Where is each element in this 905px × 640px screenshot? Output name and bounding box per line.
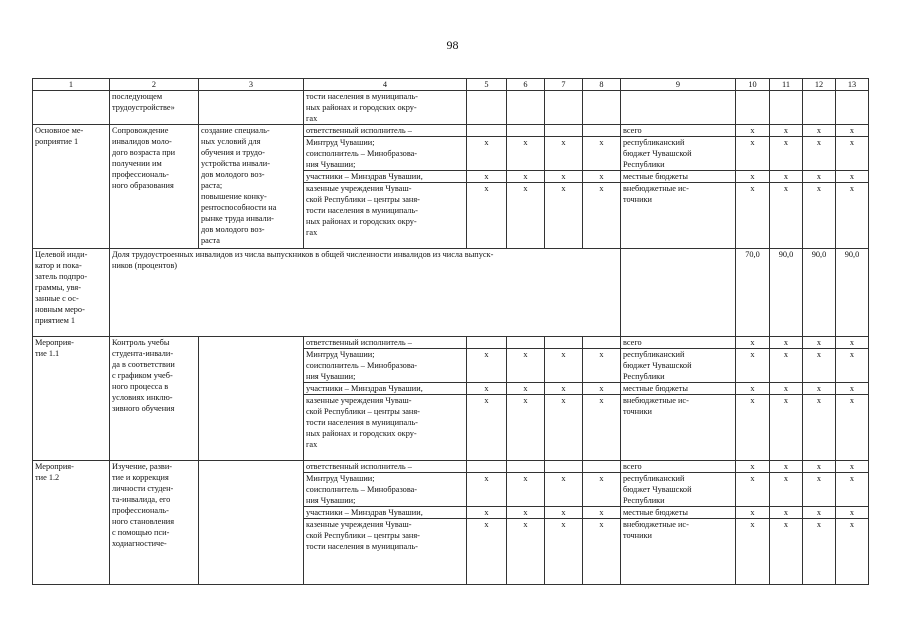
col-header: 8 bbox=[583, 79, 621, 91]
indicator-value: 70,0 bbox=[736, 249, 770, 337]
header-row bbox=[33, 79, 869, 91]
year-value: х bbox=[803, 125, 836, 137]
code-cell: х bbox=[583, 507, 621, 519]
code-cell: х bbox=[507, 183, 545, 249]
cell: последующем трудоустройстве» bbox=[110, 91, 199, 125]
year-value: х bbox=[770, 519, 803, 585]
page-number: 98 bbox=[446, 38, 459, 52]
year-value: х bbox=[803, 395, 836, 461]
code-cell: х bbox=[545, 183, 583, 249]
year-value: х bbox=[770, 171, 803, 183]
code-cell: х bbox=[467, 395, 507, 461]
year-value: х bbox=[736, 337, 770, 349]
funding-source: республиканский бюджет Чувашской Республики bbox=[621, 137, 736, 171]
col-header: 2 bbox=[110, 79, 199, 91]
code-cell: х bbox=[507, 395, 545, 461]
funding-source: всего bbox=[621, 337, 736, 349]
code-cell: х bbox=[467, 507, 507, 519]
code-cell bbox=[467, 461, 507, 473]
year-value: х bbox=[736, 349, 770, 383]
code-cell bbox=[545, 125, 583, 137]
year-value: х bbox=[736, 461, 770, 473]
indicator-value: 90,0 bbox=[770, 249, 803, 337]
measure-description: Изучение, разви- тие и коррекция личности студен- та-инвалида, его профессиональ- ного становления с помощью пси- ходиагностиче- bbox=[110, 461, 199, 585]
code-cell: х bbox=[467, 349, 507, 383]
funding-source: всего bbox=[621, 461, 736, 473]
code-cell: х bbox=[467, 137, 507, 171]
code-cell: х bbox=[507, 519, 545, 585]
year-value: х bbox=[836, 507, 869, 519]
code-cell: х bbox=[545, 171, 583, 183]
year-value: х bbox=[836, 337, 869, 349]
code-cell: х bbox=[583, 395, 621, 461]
funding-source: республиканский бюджет Чувашской Республики bbox=[621, 349, 736, 383]
executors: казенные учреждения Чуваш- ской Республики – центры заня- тости населения в муниципаль- ных районах и городских окру- гах bbox=[304, 183, 467, 249]
code-cell: х bbox=[507, 383, 545, 395]
cell bbox=[803, 91, 836, 125]
code-cell: х bbox=[507, 171, 545, 183]
code-cell: х bbox=[545, 137, 583, 171]
code-cell bbox=[467, 125, 507, 137]
funding-source: внебюджетные ис- точники bbox=[621, 395, 736, 461]
code-cell: х bbox=[583, 349, 621, 383]
year-value: х bbox=[803, 473, 836, 507]
indicator-text: Доля трудоустроенных инвалидов из числа выпускников в общей численности инвалидов из числа выпуск- ников (процентов) bbox=[110, 249, 621, 337]
executors: ответственный исполнитель – bbox=[304, 125, 467, 137]
code-cell bbox=[583, 461, 621, 473]
col-header: 10 bbox=[736, 79, 770, 91]
code-cell bbox=[583, 125, 621, 137]
executors: Минтруд Чувашии; соисполнитель – Минобразова- ния Чувашии; bbox=[304, 349, 467, 383]
code-cell: х bbox=[467, 519, 507, 585]
code-cell: х bbox=[583, 137, 621, 171]
code-cell bbox=[545, 461, 583, 473]
year-value: х bbox=[736, 171, 770, 183]
code-cell: х bbox=[583, 519, 621, 585]
measure-name: Мероприя- тие 1.1 bbox=[33, 337, 110, 461]
measure-description: Сопровождение инвалидов моло- дого возраста при получении им профессиональ- ного образования bbox=[110, 125, 199, 249]
cell: тости населения в муниципаль- ных районах и городских окру- гах bbox=[304, 91, 467, 125]
executors: казенные учреждения Чуваш- ской Республики – центры заня- тости населения в муниципаль- bbox=[304, 519, 467, 585]
col-header: 1 bbox=[33, 79, 110, 91]
year-value: х bbox=[836, 473, 869, 507]
executors: участники – Минздрав Чувашии, bbox=[304, 507, 467, 519]
code-cell: х bbox=[545, 383, 583, 395]
code-cell: х bbox=[467, 183, 507, 249]
code-cell: х bbox=[507, 137, 545, 171]
year-value: х bbox=[770, 137, 803, 171]
year-value: х bbox=[736, 519, 770, 585]
year-value: х bbox=[803, 519, 836, 585]
measure-row bbox=[33, 337, 869, 349]
executors: Минтруд Чувашии; соисполнитель – Минобразова- ния Чувашии; bbox=[304, 473, 467, 507]
cell bbox=[467, 91, 507, 125]
code-cell: х bbox=[507, 507, 545, 519]
year-value: х bbox=[803, 507, 836, 519]
code-cell bbox=[583, 337, 621, 349]
code-cell: х bbox=[545, 349, 583, 383]
cell bbox=[736, 91, 770, 125]
col-header: 7 bbox=[545, 79, 583, 91]
col-header: 11 bbox=[770, 79, 803, 91]
indicator-value: 90,0 bbox=[836, 249, 869, 337]
year-value: х bbox=[770, 395, 803, 461]
code-cell: х bbox=[467, 171, 507, 183]
measure-row bbox=[33, 125, 869, 137]
year-value: х bbox=[736, 383, 770, 395]
col-header: 13 bbox=[836, 79, 869, 91]
year-value: х bbox=[803, 349, 836, 383]
funding-source: местные бюджеты bbox=[621, 507, 736, 519]
expected-result bbox=[199, 337, 304, 461]
year-value: х bbox=[770, 337, 803, 349]
funding-source: всего bbox=[621, 125, 736, 137]
executors: Минтруд Чувашии; соисполнитель – Минобразова- ния Чувашии; bbox=[304, 137, 467, 171]
year-value: х bbox=[803, 383, 836, 395]
code-cell: х bbox=[467, 383, 507, 395]
cell bbox=[199, 91, 304, 125]
funding-source: местные бюджеты bbox=[621, 171, 736, 183]
code-cell bbox=[507, 337, 545, 349]
year-value: х bbox=[803, 183, 836, 249]
code-cell: х bbox=[545, 507, 583, 519]
col-header: 5 bbox=[467, 79, 507, 91]
year-value: х bbox=[836, 125, 869, 137]
code-cell: х bbox=[507, 473, 545, 507]
year-value: х bbox=[736, 507, 770, 519]
code-cell bbox=[545, 337, 583, 349]
year-value: х bbox=[736, 183, 770, 249]
executors: участники – Минздрав Чувашии, bbox=[304, 171, 467, 183]
year-value: х bbox=[770, 383, 803, 395]
code-cell: х bbox=[507, 349, 545, 383]
cell bbox=[545, 91, 583, 125]
cell bbox=[621, 91, 736, 125]
year-value: х bbox=[803, 461, 836, 473]
col-header: 3 bbox=[199, 79, 304, 91]
year-value: х bbox=[836, 461, 869, 473]
code-cell: х bbox=[583, 473, 621, 507]
cell bbox=[583, 91, 621, 125]
cell bbox=[507, 91, 545, 125]
continuation-row bbox=[33, 91, 869, 125]
year-value: х bbox=[836, 383, 869, 395]
measure-name: Мероприя- тие 1.2 bbox=[33, 461, 110, 585]
col-header: 9 bbox=[621, 79, 736, 91]
indicator-value: 90,0 bbox=[803, 249, 836, 337]
cell bbox=[770, 91, 803, 125]
year-value: х bbox=[770, 125, 803, 137]
year-value: х bbox=[770, 183, 803, 249]
indicator-name: Целевой инди- катор и пока- затель подпро- граммы, увя- занные с ос- новным меро- приятием 1 bbox=[33, 249, 110, 337]
year-value: х bbox=[736, 473, 770, 507]
funding-source: республиканский бюджет Чувашской Республики bbox=[621, 473, 736, 507]
code-cell: х bbox=[545, 519, 583, 585]
year-value: х bbox=[803, 337, 836, 349]
year-value: х bbox=[736, 125, 770, 137]
expected-result: создание специаль- ных условий для обучения и трудо- устройства инвали- дов молодого воз- раста; повышение конку- рентоспособности на рынке труда инвали- дов молодого воз- раста bbox=[199, 125, 304, 249]
measure-description: Контроль учебы студента-инвали- да в соответствии с графиком учеб- ного процесса в условиях инклю- зивного обучения bbox=[110, 337, 199, 461]
col-header: 6 bbox=[507, 79, 545, 91]
col-header: 12 bbox=[803, 79, 836, 91]
year-value: х bbox=[836, 183, 869, 249]
program-table bbox=[32, 78, 869, 585]
code-cell: х bbox=[467, 473, 507, 507]
executors: участники – Минздрав Чувашии, bbox=[304, 383, 467, 395]
measure-row bbox=[33, 461, 869, 473]
year-value: х bbox=[836, 137, 869, 171]
year-value: х bbox=[736, 137, 770, 171]
code-cell: х bbox=[545, 473, 583, 507]
code-cell: х bbox=[545, 395, 583, 461]
year-value: х bbox=[836, 349, 869, 383]
code-cell bbox=[467, 337, 507, 349]
target-indicator-row bbox=[33, 249, 869, 337]
measure-name: Основное ме- роприятие 1 bbox=[33, 125, 110, 249]
year-value: х bbox=[803, 137, 836, 171]
year-value: х bbox=[770, 473, 803, 507]
col-header: 4 bbox=[304, 79, 467, 91]
year-value: х bbox=[836, 519, 869, 585]
executors: казенные учреждения Чуваш- ской Республики – центры заня- тости населения в муниципаль- ных районах и городских окру- гах bbox=[304, 395, 467, 461]
executors: ответственный исполнитель – bbox=[304, 461, 467, 473]
code-cell: х bbox=[583, 383, 621, 395]
code-cell bbox=[507, 125, 545, 137]
cell bbox=[33, 91, 110, 125]
year-value: х bbox=[836, 395, 869, 461]
cell bbox=[621, 249, 736, 337]
code-cell: х bbox=[583, 183, 621, 249]
executors: ответственный исполнитель – bbox=[304, 337, 467, 349]
year-value: х bbox=[770, 507, 803, 519]
funding-source: внебюджетные ис- точники bbox=[621, 183, 736, 249]
funding-source: местные бюджеты bbox=[621, 383, 736, 395]
year-value: х bbox=[836, 171, 869, 183]
year-value: х bbox=[736, 395, 770, 461]
cell bbox=[836, 91, 869, 125]
code-cell bbox=[507, 461, 545, 473]
year-value: х bbox=[770, 461, 803, 473]
expected-result bbox=[199, 461, 304, 585]
code-cell: х bbox=[583, 171, 621, 183]
year-value: х bbox=[770, 349, 803, 383]
year-value: х bbox=[803, 171, 836, 183]
funding-source: внебюджетные ис- точники bbox=[621, 519, 736, 585]
